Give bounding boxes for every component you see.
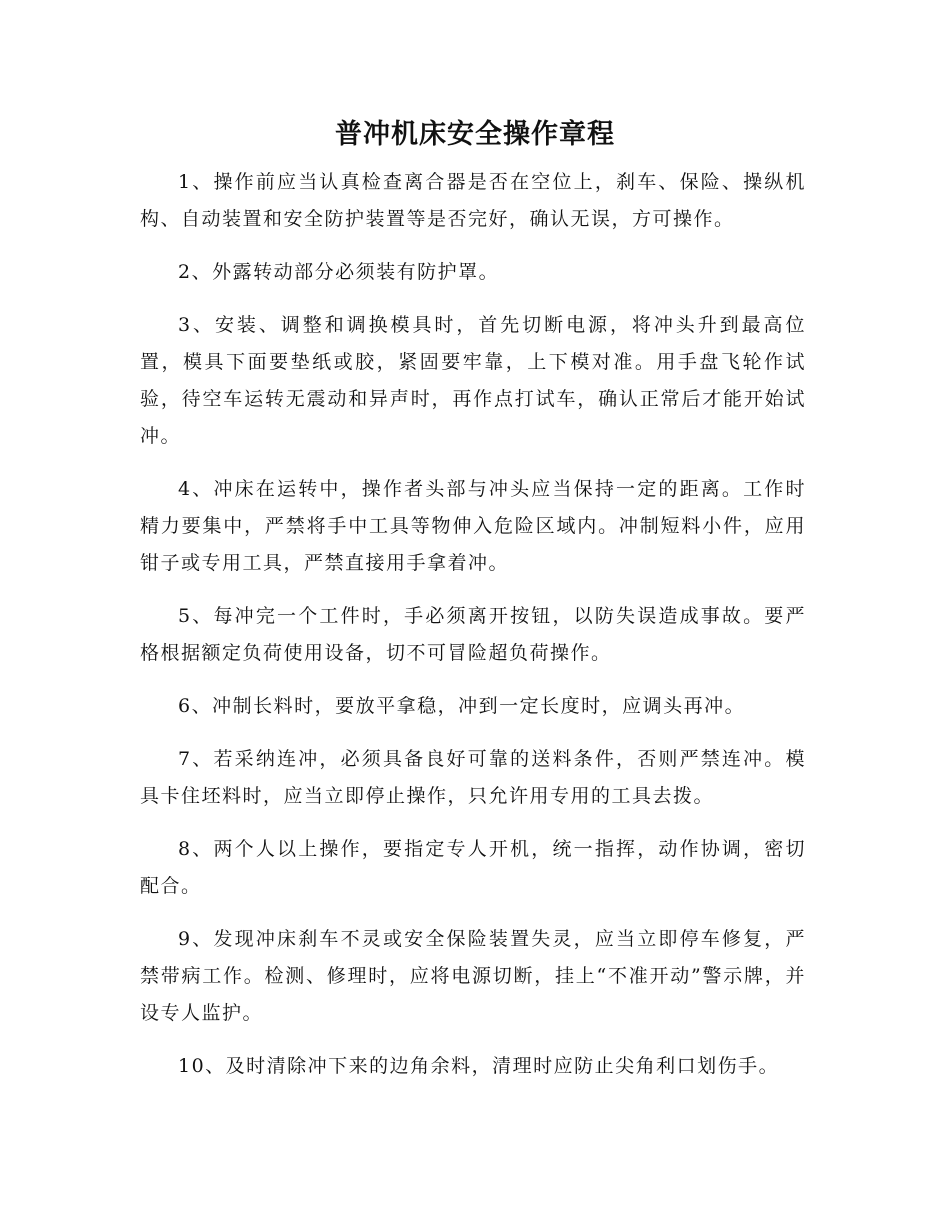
clause-2: 2、外露转动部分必须装有防护罩。: [178, 261, 500, 283]
clause-1: 1、操作前应当认真检查离合器是否在空位上，刹车、保险、操纵机构、自动装置和安全防护装置等是否完好，确认无误，方可操作。: [140, 171, 806, 230]
clause-8: 8、两个人以上操作，要指定专人开机，统一指挥，动作协调，密切配合。: [140, 838, 806, 897]
clause-10: 10、及时清除冲下来的边角余料，清理时应防止尖角利口划伤手。: [178, 1055, 780, 1077]
document-body: [140, 164, 806, 1101]
clause-5: 5、每冲完一个工件时，手必须离开按钮，以防失误造成事故。要严格根据额定负荷使用设备，切不可冒险超负荷操作。: [140, 605, 806, 664]
clause-6: 6、冲制长料时，要放平拿稳，冲到一定长度时，应调头再冲。: [178, 695, 746, 717]
clause-4: 4、冲床在运转中，操作者头部与冲头应当保持一定的距离。工作时精力要集中，严禁将手中工具等物伸入危险区域内。冲制短料小件，应用钳子或专用工具，严禁直接用手拿着冲。: [140, 478, 806, 574]
clause-7: 7、若采纳连冲，必须具备良好可靠的送料条件，否则严禁连冲。模具卡住坯料时，应当立即停止操作，只允许用专用的工具去拨。: [140, 748, 806, 807]
clause-9: 9、发现冲床刹车不灵或安全保险装置失灵，应当立即停车修复，严禁带病工作。检测、修理时，应将电源切断，挂上“不准开动”警示牌，并设专人监护。: [140, 928, 806, 1024]
clause-3: 3、安装、调整和调换模具时，首先切断电源，将冲头升到最高位置，模具下面要垫纸或胶，紧固要牢靠，上下模对准。用手盘飞轮作试验，待空车运转无震动和异声时，再作点打试车，确认正常后才能开始试冲。: [140, 314, 806, 447]
document-title: 普冲机床安全操作章程: [335, 119, 615, 150]
